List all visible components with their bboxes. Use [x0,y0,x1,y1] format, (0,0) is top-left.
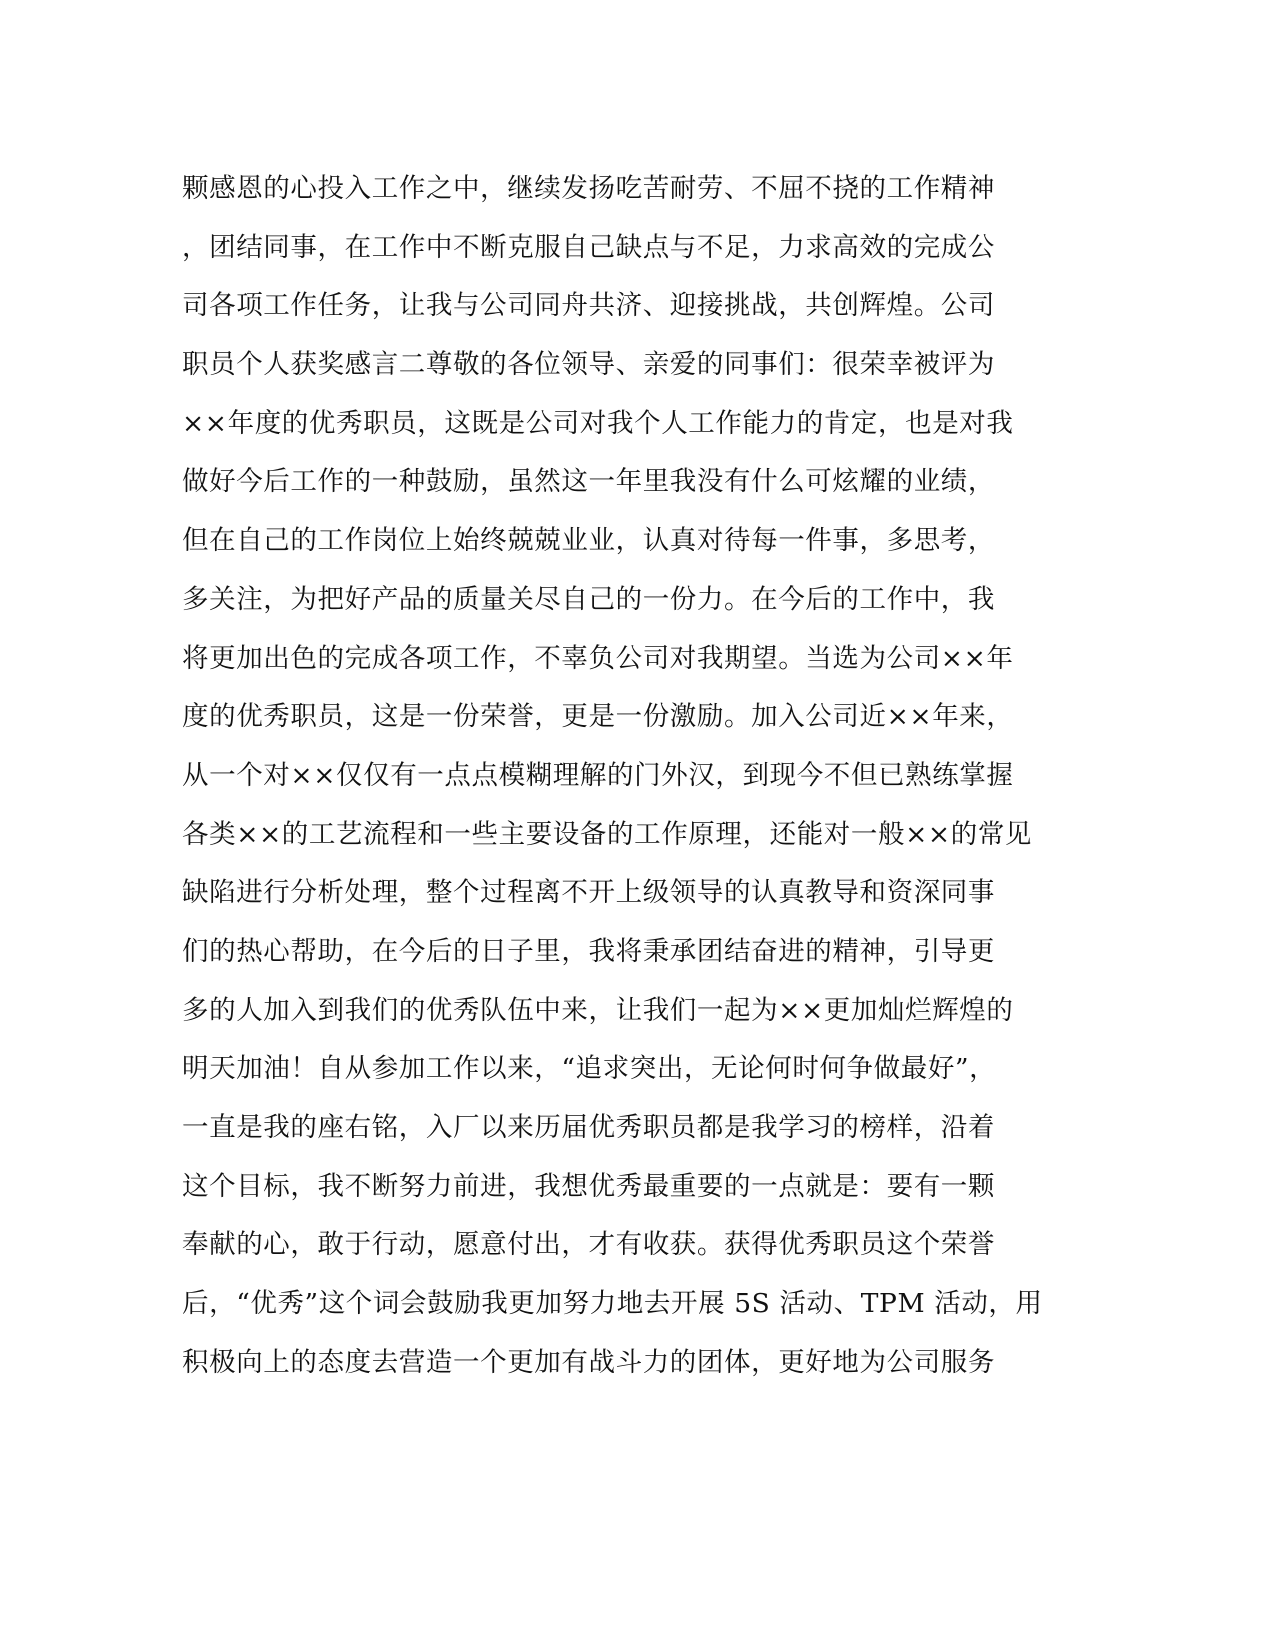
text-line-9: 将更加出色的完成各项工作，不辜负公司对我期望。当选为公司××年 [182,642,1014,674]
text-line-8: 多关注，为把好产品的质量关尽自己的一份力。在今后的工作中，我 [182,583,995,615]
text-line-6: 做好今后工作的一种鼓励，虽然这一年里我没有什么可炫耀的业绩， [182,466,995,498]
text-line-14: 们的热心帮助，在今后的日子里，我将秉承团结奋进的精神，引导更 [182,935,995,967]
text-line-11: 从一个对××仅仅有一点点模糊理解的门外汉，到现今不但已熟练掌握 [182,759,1014,791]
text-line-20: 后，“优秀”这个词会鼓励我更加努力地去开展 5S 活动、TPM 活动，用 [182,1288,1043,1320]
text-line-17: 一直是我的座右铭，入厂以来历届优秀职员都是我学习的榜样，沿着 [182,1112,995,1143]
text-line-12: 各类××的工艺流程和一些主要设备的工作原理，还能对一般××的常见 [182,818,1033,850]
text-line-7: 但在自己的工作岗位上始终兢兢业业，认真对待每一件事，多思考， [182,525,995,557]
body-text [182,160,1043,1392]
text-line-15: 多的人加入到我们的优秀队伍中来，让我们一起为××更加灿烂辉煌的 [182,994,1014,1026]
text-line-16: 明天加油！自从参加工作以来，“追求突出，无论何时何争做最好”， [182,1053,997,1085]
text-line-4: 职员个人获奖感言二尊敬的各位领导、亲爱的同事们：很荣幸被评为 [182,349,995,381]
text-line-3: 司各项工作任务，让我与公司同舟共济、迎接挑战，共创辉煌。公司 [182,290,995,322]
text-line-2: ，团结同事，在工作中不断克服自己缺点与不足，力求高效的完成公 [182,231,995,263]
text-line-13: 缺陷进行分析处理，整个过程离不开上级领导的认真教导和资深同事 [182,877,995,909]
text-line-1: 颗感恩的心投入工作之中，继续发扬吃苦耐劳、不屈不挠的工作精神 [182,173,995,204]
text-line-19: 奉献的心，敢于行动，愿意付出，才有收获。获得优秀职员这个荣誉 [182,1229,995,1261]
text-line-5: ××年度的优秀职员，这既是公司对我个人工作能力的肯定，也是对我 [182,407,1014,439]
text-line-10: 度的优秀职员，这是一份荣誉，更是一份激励。加入公司近××年来， [182,701,1014,733]
text-line-18: 这个目标，我不断努力前进，我想优秀最重要的一点就是：要有一颗 [182,1170,995,1202]
text-line-21: 积极向上的态度去营造一个更加有战斗力的团体，更好地为公司服务 [182,1346,995,1378]
